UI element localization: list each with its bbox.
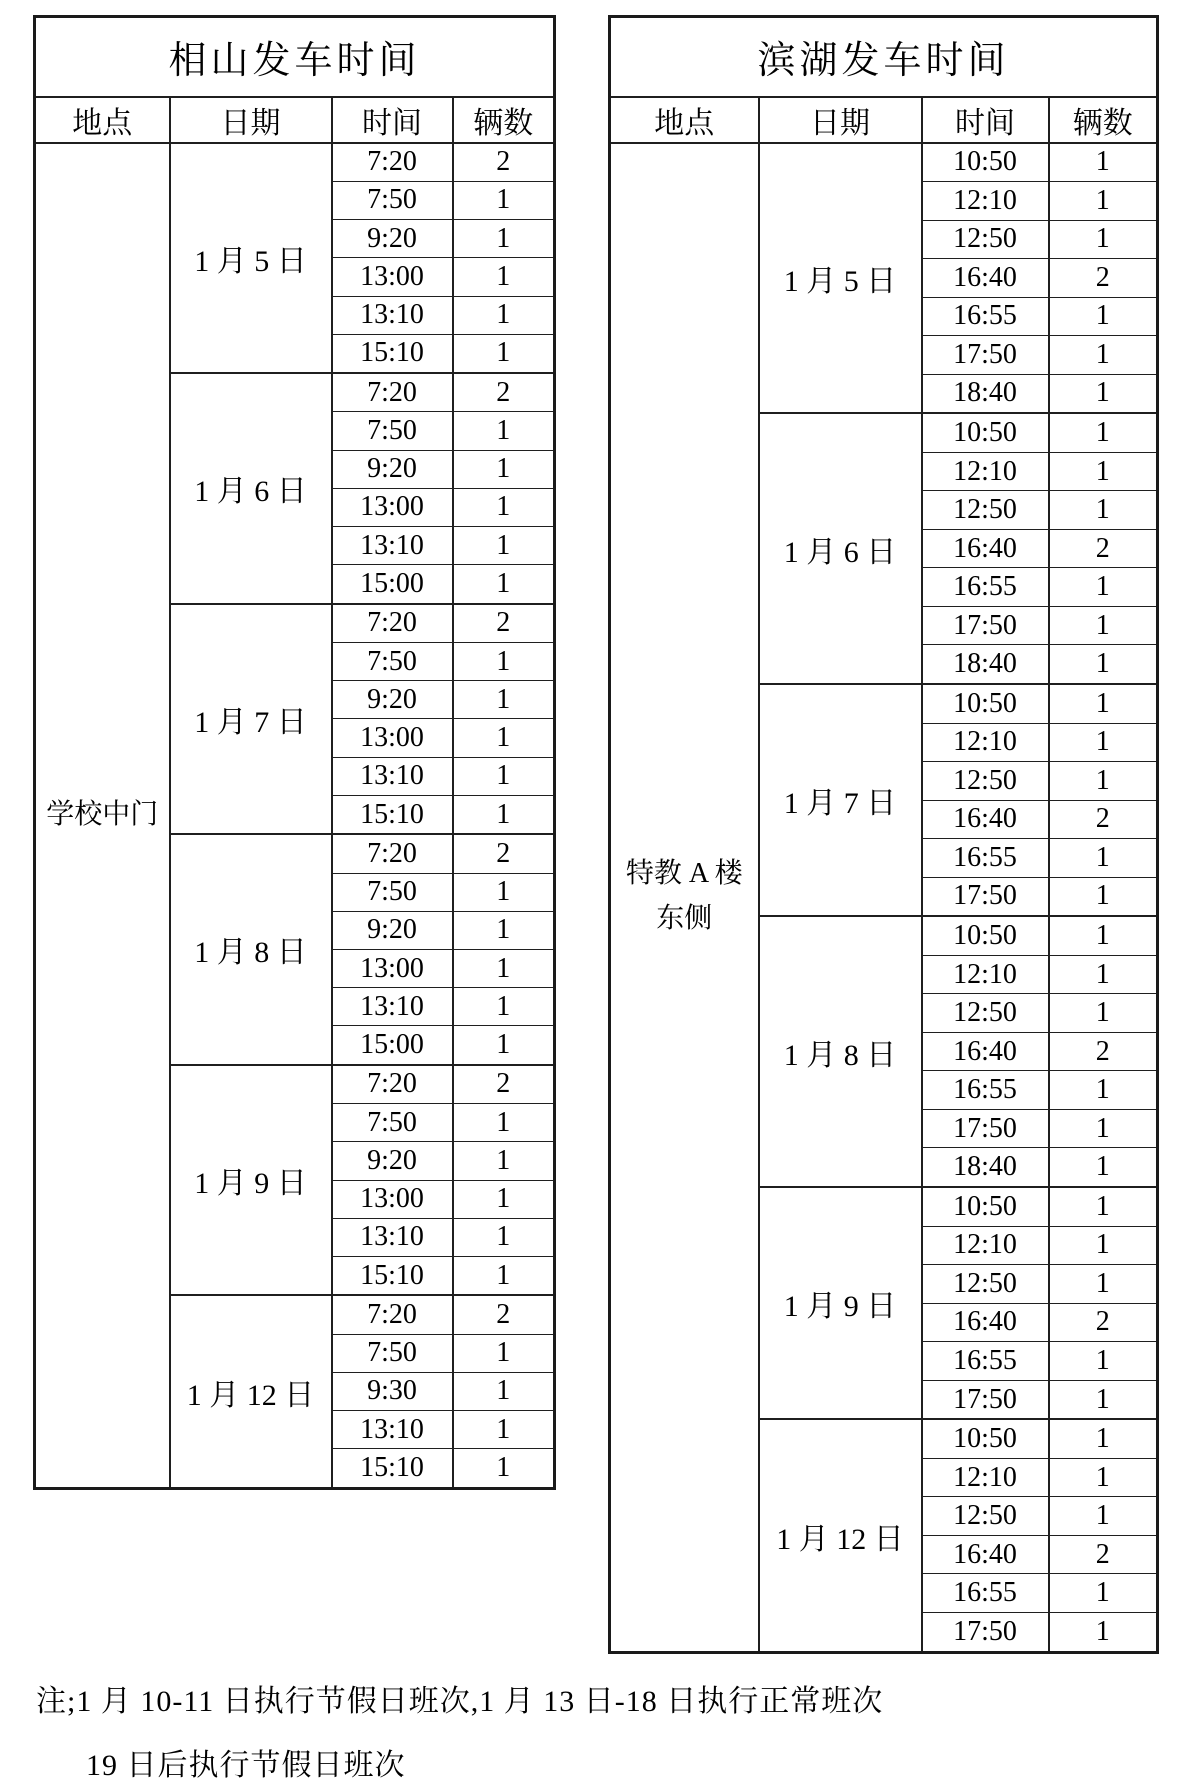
time-cell: 13:10 (332, 527, 453, 565)
date-cell: 1 月 8 日 (759, 916, 922, 1187)
time-cell: 18:40 (922, 374, 1049, 413)
header-cell: 日期 (170, 97, 332, 143)
time-cell: 16:40 (922, 1303, 1049, 1342)
time-cell: 7:50 (332, 1104, 453, 1142)
vehicle-count-cell: 1 (1049, 1226, 1158, 1265)
vehicle-count-cell: 1 (1049, 994, 1158, 1033)
date-cell: 1 月 6 日 (759, 413, 922, 684)
time-cell: 12:10 (922, 1458, 1049, 1497)
vehicle-count-cell: 1 (1049, 568, 1158, 607)
time-cell: 13:00 (332, 949, 453, 987)
time-cell: 7:50 (332, 642, 453, 680)
time-cell: 9:20 (332, 220, 453, 258)
vehicle-count-cell: 1 (453, 949, 555, 987)
vehicle-count-cell: 1 (453, 1218, 555, 1256)
vehicle-count-cell: 2 (453, 834, 555, 873)
vehicle-count-cell: 2 (453, 604, 555, 643)
time-cell: 9:20 (332, 911, 453, 949)
vehicle-count-cell: 1 (453, 488, 555, 526)
date-cell: 1 月 6 日 (170, 373, 332, 604)
vehicle-count-cell: 2 (1049, 259, 1158, 298)
time-cell: 13:00 (332, 258, 453, 296)
time-cell: 7:20 (332, 1295, 453, 1334)
vehicle-count-cell: 1 (1049, 1265, 1158, 1304)
time-cell: 16:55 (922, 839, 1049, 878)
date-cell: 1 月 9 日 (170, 1065, 332, 1296)
vehicle-count-cell: 1 (453, 1180, 555, 1218)
table-title: 滨湖发车时间 (610, 17, 1158, 97)
time-cell: 7:50 (332, 412, 453, 450)
header-cell: 地点 (610, 97, 759, 143)
time-cell: 16:40 (922, 800, 1049, 839)
vehicle-count-cell: 1 (1049, 143, 1158, 182)
vehicle-count-cell: 1 (453, 1257, 555, 1296)
vehicle-count-cell: 1 (1049, 877, 1158, 916)
date-cell: 1 月 8 日 (170, 834, 332, 1065)
time-cell: 16:40 (922, 1032, 1049, 1071)
vehicle-count-cell: 2 (1049, 1032, 1158, 1071)
table-row (35, 143, 555, 182)
vehicle-count-cell: 1 (1049, 491, 1158, 530)
xiangshan-departure-table (33, 15, 556, 1490)
vehicle-count-cell: 2 (453, 143, 555, 182)
time-cell: 13:00 (332, 1180, 453, 1218)
location-cell (610, 143, 759, 1653)
vehicle-count-cell: 2 (453, 373, 555, 412)
vehicle-count-cell: 1 (1049, 1380, 1158, 1419)
vehicle-count-cell: 1 (453, 1104, 555, 1142)
time-cell: 13:00 (332, 719, 453, 757)
vehicle-count-cell: 1 (453, 412, 555, 450)
time-cell: 7:20 (332, 834, 453, 873)
time-cell: 15:00 (332, 1026, 453, 1065)
vehicle-count-cell: 1 (1049, 645, 1158, 684)
time-cell: 7:20 (332, 143, 453, 182)
vehicle-count-cell: 1 (453, 565, 555, 604)
vehicle-count-cell: 1 (453, 1142, 555, 1180)
time-cell: 17:50 (922, 877, 1049, 916)
vehicle-count-cell: 1 (453, 181, 555, 219)
time-cell: 18:40 (922, 1148, 1049, 1187)
time-cell: 10:50 (922, 684, 1049, 723)
time-cell: 15:10 (332, 334, 453, 373)
vehicle-count-cell: 2 (453, 1295, 555, 1334)
time-cell: 16:55 (922, 1574, 1049, 1613)
time-cell: 13:00 (332, 488, 453, 526)
vehicle-count-cell: 2 (1049, 529, 1158, 568)
vehicle-count-cell: 1 (1049, 839, 1158, 878)
vehicle-count-cell: 2 (1049, 1303, 1158, 1342)
time-cell: 16:40 (922, 1535, 1049, 1574)
vehicle-count-cell: 1 (1049, 220, 1158, 259)
time-cell: 16:55 (922, 297, 1049, 336)
vehicle-count-cell: 1 (453, 1372, 555, 1410)
vehicle-count-cell: 1 (1049, 297, 1158, 336)
time-cell: 12:10 (922, 723, 1049, 762)
date-cell: 1 月 7 日 (759, 684, 922, 916)
vehicle-count-cell: 1 (1049, 182, 1158, 221)
vehicle-count-cell: 1 (1049, 374, 1158, 413)
time-cell: 12:50 (922, 994, 1049, 1033)
time-cell: 7:50 (332, 1334, 453, 1372)
vehicle-count-cell: 1 (1049, 452, 1158, 491)
time-cell: 17:50 (922, 1380, 1049, 1419)
date-cell: 1 月 7 日 (170, 604, 332, 835)
time-cell: 10:50 (922, 1187, 1049, 1226)
location-line: 学校中门 (46, 798, 159, 830)
time-cell: 18:40 (922, 645, 1049, 684)
vehicle-count-cell: 1 (453, 719, 555, 757)
table-header-row (35, 97, 555, 143)
time-cell: 13:10 (332, 296, 453, 334)
vehicle-count-cell: 1 (1049, 916, 1158, 955)
time-cell: 10:50 (922, 916, 1049, 955)
time-cell: 17:50 (922, 1612, 1049, 1652)
note-line-2: 19 日后执行节假日班次 (86, 1749, 406, 1782)
time-cell: 12:50 (922, 1265, 1049, 1304)
vehicle-count-cell: 1 (453, 1449, 555, 1489)
vehicle-count-cell: 1 (453, 334, 555, 373)
header-cell: 辆数 (453, 97, 555, 143)
vehicle-count-cell: 1 (453, 450, 555, 488)
time-cell: 10:50 (922, 1419, 1049, 1458)
vehicle-count-cell: 1 (453, 1334, 555, 1372)
vehicle-count-cell: 2 (1049, 1535, 1158, 1574)
note-line-1: 注;1 月 10-11 日执行节假日班次,1 月 13 日-18 日执行正常班次 (36, 1685, 884, 1718)
time-cell: 7:50 (332, 873, 453, 911)
time-cell: 16:55 (922, 1071, 1049, 1110)
vehicle-count-cell: 1 (1049, 684, 1158, 723)
vehicle-count-cell: 1 (453, 1026, 555, 1065)
table-title-row (35, 17, 555, 97)
time-cell: 15:10 (332, 1449, 453, 1489)
date-cell: 1 月 5 日 (170, 143, 332, 374)
binhu-departure-table (608, 15, 1159, 1654)
time-cell: 12:10 (922, 1226, 1049, 1265)
date-cell: 1 月 5 日 (759, 143, 922, 414)
vehicle-count-cell: 2 (453, 1065, 555, 1104)
vehicle-count-cell: 1 (1049, 1497, 1158, 1536)
location-line: 特教 A 楼 (625, 858, 743, 890)
table-row (610, 143, 1158, 182)
time-cell: 12:50 (922, 1497, 1049, 1536)
vehicle-count-cell: 1 (453, 988, 555, 1026)
vehicle-count-cell: 1 (1049, 1612, 1158, 1652)
vehicle-count-cell: 1 (453, 258, 555, 296)
time-cell: 17:50 (922, 1109, 1049, 1148)
time-cell: 15:10 (332, 795, 453, 834)
vehicle-count-cell: 1 (453, 296, 555, 334)
time-cell: 7:20 (332, 1065, 453, 1104)
location-cell (35, 143, 170, 1489)
vehicle-count-cell: 1 (1049, 1342, 1158, 1381)
vehicle-count-cell: 1 (1049, 723, 1158, 762)
time-cell: 15:10 (332, 1257, 453, 1296)
header-cell: 时间 (332, 97, 453, 143)
date-cell: 1 月 12 日 (170, 1295, 332, 1488)
vehicle-count-cell: 1 (1049, 1187, 1158, 1226)
vehicle-count-cell: 1 (1049, 413, 1158, 452)
vehicle-count-cell: 1 (1049, 1574, 1158, 1613)
time-cell: 17:50 (922, 336, 1049, 375)
time-cell: 12:10 (922, 182, 1049, 221)
vehicle-count-cell: 1 (1049, 336, 1158, 375)
vehicle-count-cell: 1 (1049, 1458, 1158, 1497)
vehicle-count-cell: 1 (453, 911, 555, 949)
time-cell: 13:10 (332, 1218, 453, 1256)
time-cell: 7:20 (332, 373, 453, 412)
header-cell: 地点 (35, 97, 170, 143)
time-cell: 13:10 (332, 1411, 453, 1449)
date-cell: 1 月 9 日 (759, 1187, 922, 1419)
vehicle-count-cell: 1 (1049, 1071, 1158, 1110)
vehicle-count-cell: 1 (453, 873, 555, 911)
vehicle-count-cell: 1 (1049, 955, 1158, 994)
vehicle-count-cell: 1 (1049, 606, 1158, 645)
time-cell: 10:50 (922, 413, 1049, 452)
vehicle-count-cell: 1 (453, 220, 555, 258)
time-cell: 13:10 (332, 988, 453, 1026)
time-cell: 12:50 (922, 220, 1049, 259)
vehicle-count-cell: 1 (453, 1411, 555, 1449)
time-cell: 12:10 (922, 452, 1049, 491)
vehicle-count-cell: 1 (453, 527, 555, 565)
time-cell: 13:10 (332, 757, 453, 795)
location-line: 东侧 (656, 903, 713, 935)
time-cell: 16:55 (922, 1342, 1049, 1381)
vehicle-count-cell: 1 (453, 795, 555, 834)
date-cell: 1 月 12 日 (759, 1419, 922, 1652)
time-cell: 16:40 (922, 259, 1049, 298)
vehicle-count-cell: 1 (1049, 1109, 1158, 1148)
header-cell: 时间 (922, 97, 1049, 143)
vehicle-count-cell: 1 (1049, 1419, 1158, 1458)
table-title-row (610, 17, 1158, 97)
table-title: 相山发车时间 (35, 17, 555, 97)
time-cell: 7:20 (332, 604, 453, 643)
time-cell: 15:00 (332, 565, 453, 604)
vehicle-count-cell: 1 (453, 681, 555, 719)
time-cell: 12:50 (922, 491, 1049, 530)
vehicle-count-cell: 1 (453, 757, 555, 795)
time-cell: 17:50 (922, 606, 1049, 645)
time-cell: 16:40 (922, 529, 1049, 568)
time-cell: 9:20 (332, 681, 453, 719)
table-header-row (610, 97, 1158, 143)
header-cell: 日期 (759, 97, 922, 143)
vehicle-count-cell: 1 (453, 642, 555, 680)
vehicle-count-cell: 1 (1049, 762, 1158, 801)
time-cell: 12:10 (922, 955, 1049, 994)
time-cell: 9:30 (332, 1372, 453, 1410)
time-cell: 16:55 (922, 568, 1049, 607)
time-cell: 10:50 (922, 143, 1049, 182)
vehicle-count-cell: 2 (1049, 800, 1158, 839)
time-cell: 12:50 (922, 762, 1049, 801)
time-cell: 7:50 (332, 181, 453, 219)
time-cell: 9:20 (332, 1142, 453, 1180)
vehicle-count-cell: 1 (1049, 1148, 1158, 1187)
header-cell: 辆数 (1049, 97, 1158, 143)
time-cell: 9:20 (332, 450, 453, 488)
